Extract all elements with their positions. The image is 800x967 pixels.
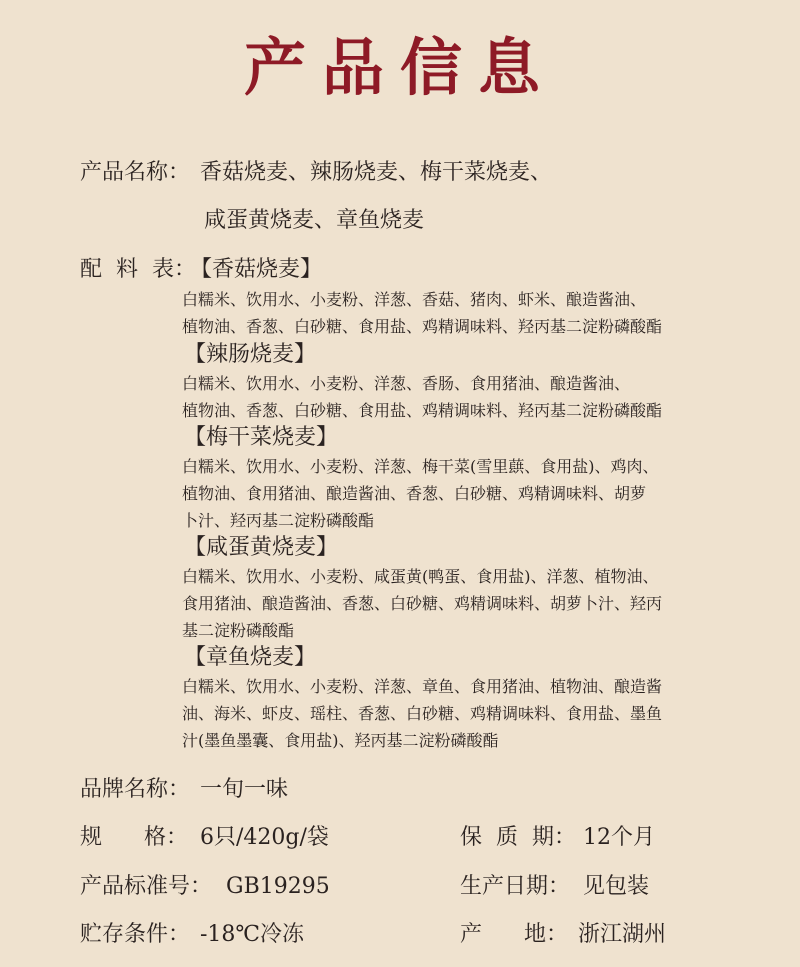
ingredient-line: 白糯米、饮用水、小麦粉、洋葱、香菇、猪肉、虾米、酿造酱油、 <box>182 290 647 309</box>
shelf-life-value: 12个月 <box>583 825 655 850</box>
standard-label: 产品标准号： <box>80 874 213 899</box>
ingredient-line: 汁(墨鱼墨囊、食用盐)、羟丙基二淀粉磷酸酯 <box>182 731 499 750</box>
ingredients-preserved-veg <box>182 453 742 534</box>
section-heading-shiitake: 【香菇烧麦】 <box>190 257 323 282</box>
standard-value: GB19295 <box>226 874 330 899</box>
ingredients-label: 配 料 表： <box>80 257 196 282</box>
section-heading-salted-yolk: 【咸蛋黄烧麦】 <box>184 535 339 560</box>
ingredient-line: 植物油、食用猪油、酿造酱油、香葱、白砂糖、鸡精调味料、胡萝 <box>182 484 647 503</box>
ingredients-spicy-sausage <box>182 370 742 424</box>
page-title: 产品信息 <box>243 31 556 104</box>
product-name-line2: 咸蛋黄烧麦、章鱼烧麦 <box>204 208 425 233</box>
production-date-value: 见包装 <box>583 874 650 899</box>
section-heading-spicy-sausage: 【辣肠烧麦】 <box>184 342 317 367</box>
origin-label: 产 地： <box>460 922 568 947</box>
spec-value: 6只/420g/袋 <box>200 825 329 850</box>
product-name-label: 产品名称： <box>80 160 191 185</box>
brand-label: 品牌名称： <box>80 777 191 802</box>
ingredient-line: 白糯米、饮用水、小麦粉、咸蛋黄(鸭蛋、食用盐)、洋葱、植物油、 <box>182 567 659 586</box>
production-date-label: 生产日期： <box>460 874 571 899</box>
ingredient-line: 植物油、香葱、白砂糖、食用盐、鸡精调味料、羟丙基二淀粉磷酸酯 <box>182 317 663 336</box>
storage-label: 贮存条件： <box>80 922 191 947</box>
shelf-life-label: 保 质 期： <box>460 825 576 850</box>
section-heading-preserved-veg: 【梅干菜烧麦】 <box>184 425 339 450</box>
ingredient-line: 白糯米、饮用水、小麦粉、洋葱、梅干菜(雪里蕻、食用盐)、鸡肉、 <box>182 457 659 476</box>
brand-value: 一旬一味 <box>200 777 289 802</box>
ingredient-line: 植物油、香葱、白砂糖、食用盐、鸡精调味料、羟丙基二淀粉磷酸酯 <box>182 401 663 420</box>
product-name-line1: 香菇烧麦、辣肠烧麦、梅干菜烧麦、 <box>200 160 553 185</box>
ingredient-line: 卜汁、羟丙基二淀粉磷酸酯 <box>182 511 375 530</box>
ingredient-line: 油、海米、虾皮、瑶柱、香葱、白砂糖、鸡精调味料、食用盐、墨鱼 <box>182 704 663 723</box>
ingredient-line: 基二淀粉磷酸酯 <box>182 621 295 640</box>
ingredients-shiitake <box>182 286 742 340</box>
ingredients-salted-yolk <box>182 563 742 644</box>
ingredient-line: 食用猪油、酿造酱油、香葱、白砂糖、鸡精调味料、胡萝卜汁、羟丙 <box>182 594 663 613</box>
ingredient-line: 白糯米、饮用水、小麦粉、洋葱、香肠、食用猪油、酿造酱油、 <box>182 374 631 393</box>
section-heading-octopus: 【章鱼烧麦】 <box>184 645 317 670</box>
ingredients-octopus <box>182 673 742 754</box>
spec-label: 规 格： <box>80 825 188 850</box>
storage-value: -18℃冷冻 <box>200 922 305 947</box>
ingredient-line: 白糯米、饮用水、小麦粉、洋葱、章鱼、食用猪油、植物油、酿造酱 <box>182 677 663 696</box>
origin-value: 浙江湖州 <box>578 922 667 947</box>
